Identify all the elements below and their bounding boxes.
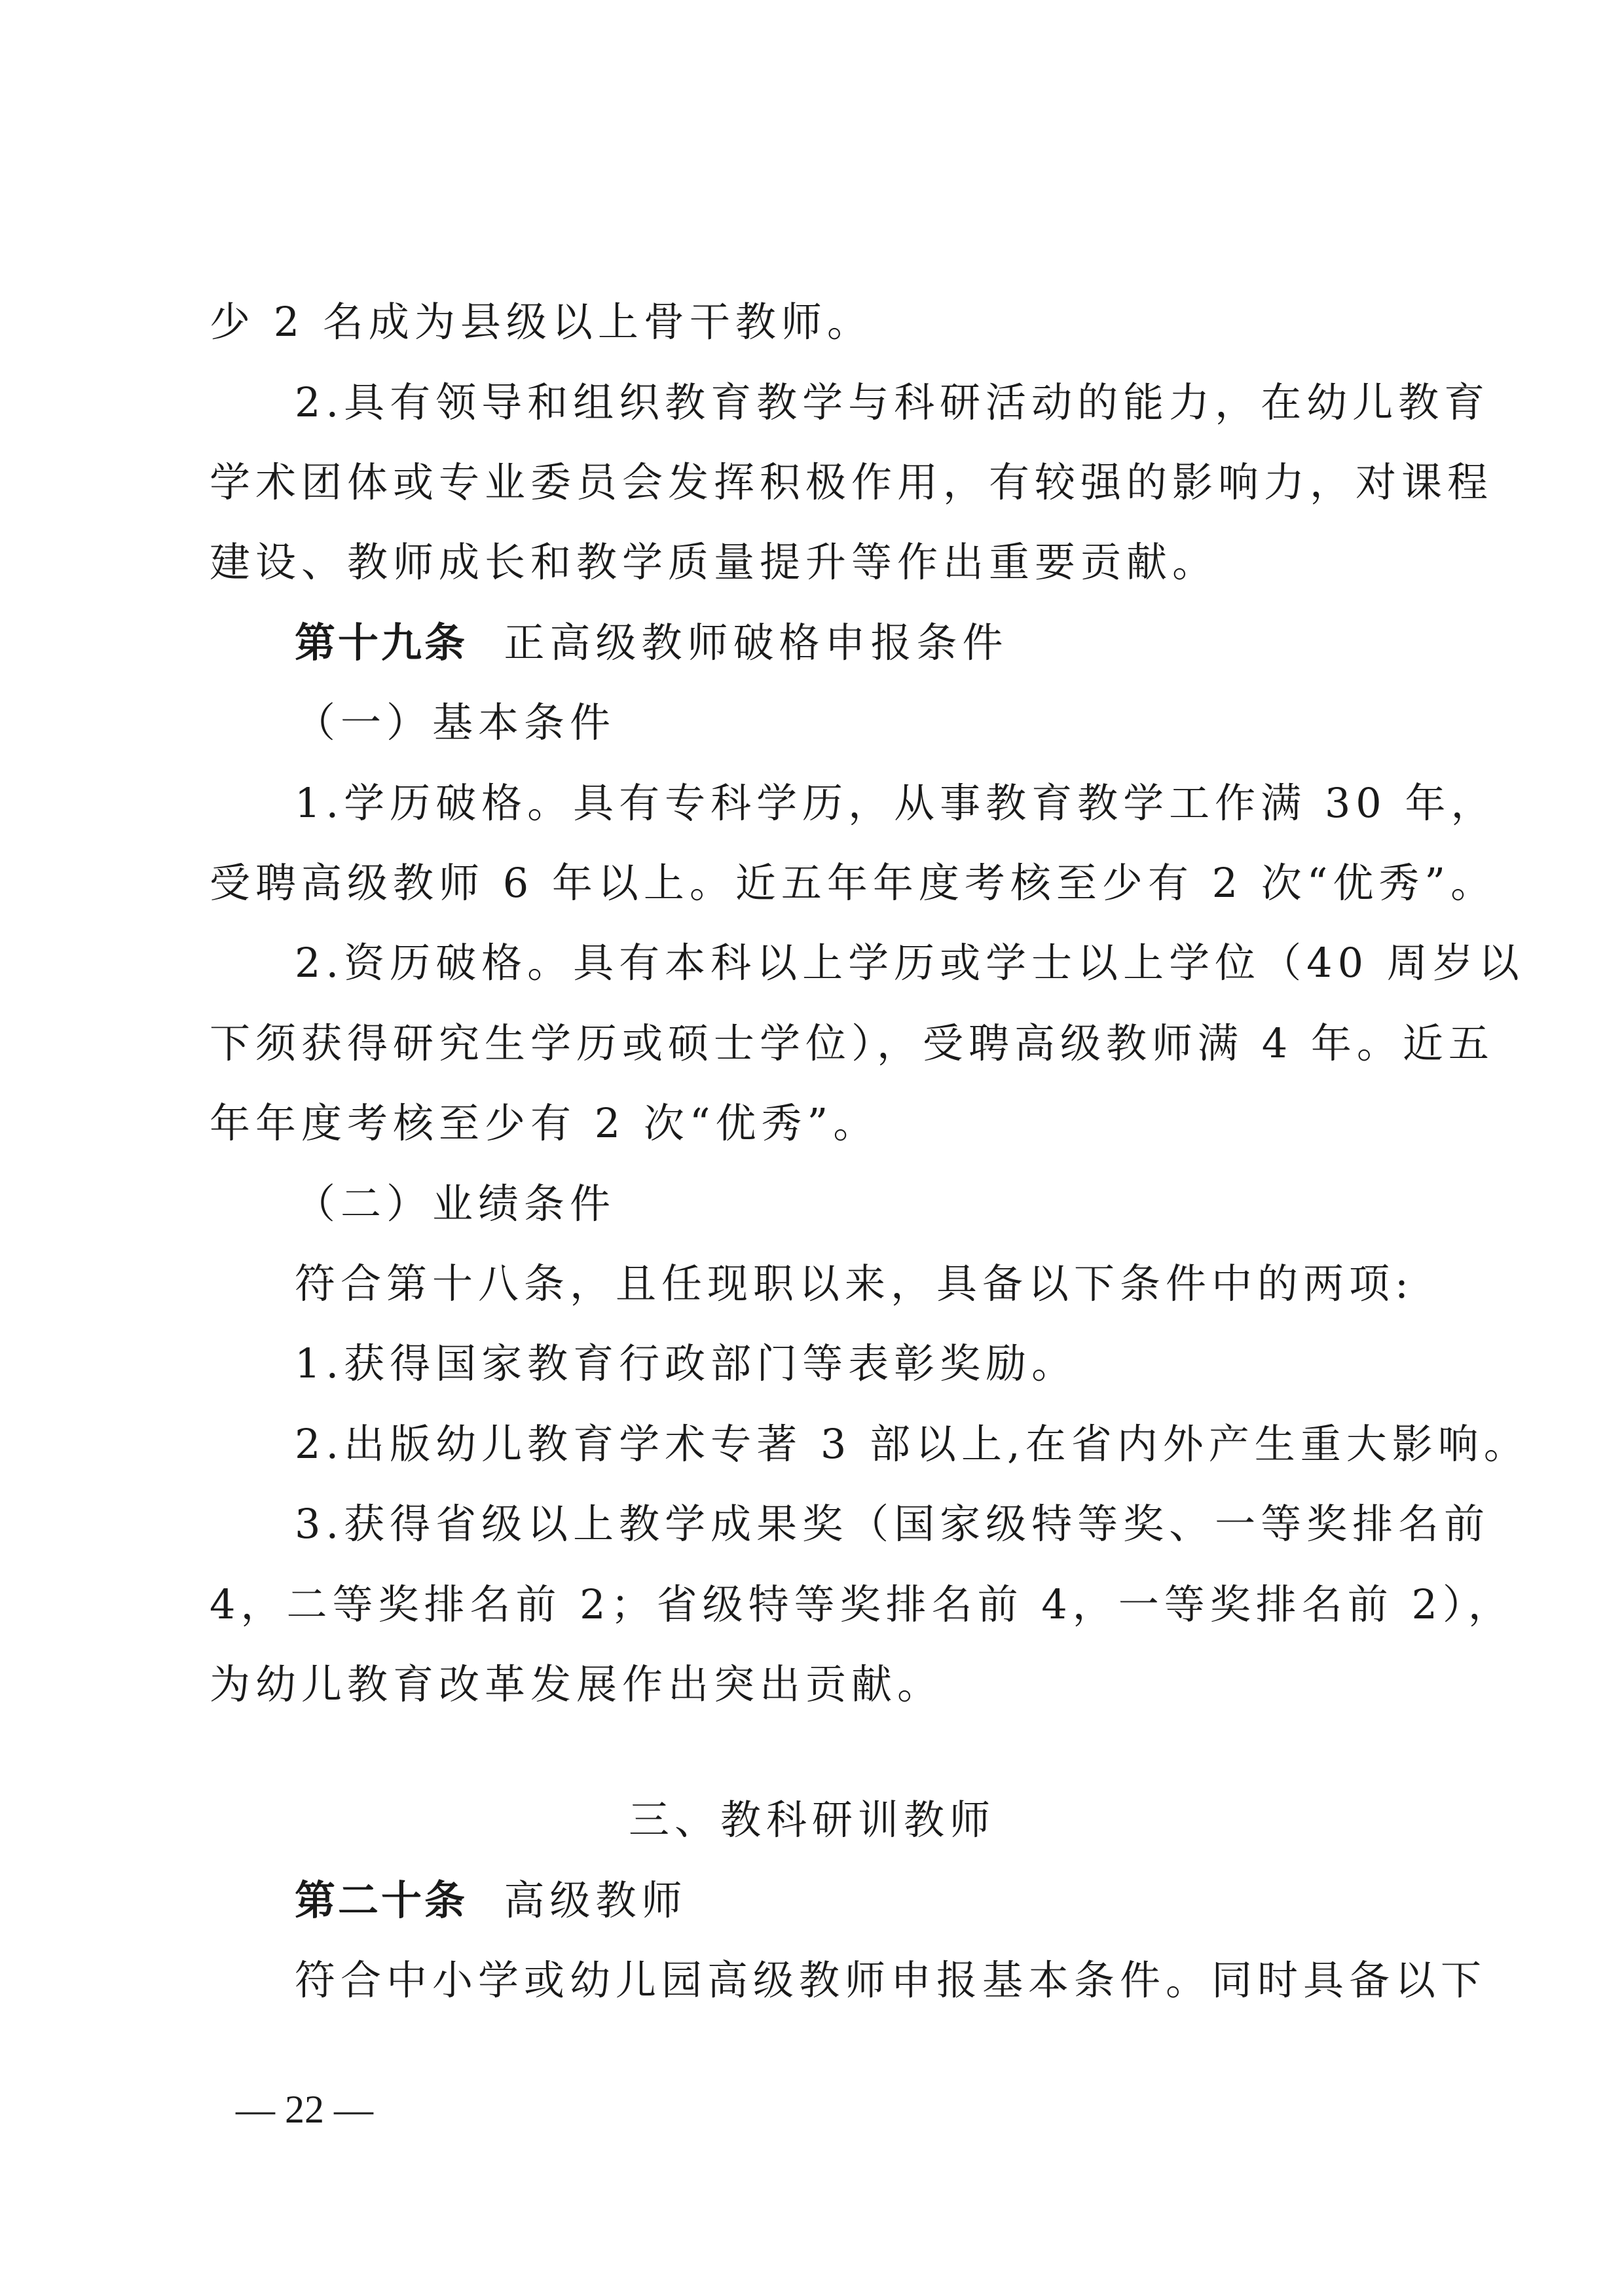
paragraph-line: 1.学历破格。具有专科学历，从事教育教学工作满 30 年， [295,779,1497,827]
paragraph-line: 学术团体或专业委员会发挥积极作用，有较强的影响力，对课程 [210,458,1494,506]
article-19-text: 正高级教师破格申报条件 [504,619,1008,666]
paragraph-line: 4，二等奖排名前 2；省级特等奖排名前 4，一等奖排名前 2）， [210,1580,1514,1628]
subsection-heading: （二）业绩条件 [295,1180,616,1228]
page-number: — 22 — [236,2088,373,2131]
article-19-title: 第十九条 [295,619,468,666]
article-20-title: 第二十条 [295,1876,468,1924]
paragraph-line: 受聘高级教师 6 年以上。近五年年度考核至少有 2 次“优秀”。 [210,859,1497,907]
paragraph-line: 下须获得研究生学历或硕士学位），受聘高级教师满 4 年。近五 [210,1019,1494,1067]
paragraph-line: 为幼儿教育改革发展作出突出贡献。 [210,1660,944,1708]
paragraph-line: 建设、教师成长和教学质量提升等作出重要贡献。 [210,538,1219,586]
article-19-heading [295,617,1008,669]
article-20-heading [295,1874,687,1927]
paragraph-line: 1.获得国家教育行政部门等表彰奖励。 [295,1339,1078,1387]
subsection-heading: （一）基本条件 [295,699,616,746]
article-20-text: 高级教师 [504,1876,688,1924]
paragraph-line: 少 2 名成为县级以上骨干教师。 [210,298,873,346]
paragraph-line: 2.出版幼儿教育学术专著 3 部以上,在省内外产生重大影响。 [295,1420,1530,1468]
paragraph-line: 3.获得省级以上教学成果奖（国家级特等奖、一等奖排名前 [295,1500,1490,1548]
paragraph-line: 2.资历破格。具有本科以上学历或学士以上学位（40 周岁以 [295,939,1524,987]
paragraph-line: 符合第十八条，且任现职以来，具备以下条件中的两项: [295,1260,1414,1307]
paragraph-line: 2.具有领导和组织教育教学与科研活动的能力，在幼儿教育 [295,378,1490,426]
section-heading: 三、教科研训教师 [628,1796,995,1844]
paragraph-line: 年年度考核至少有 2 次“优秀”。 [210,1099,879,1147]
paragraph-line: 符合中小学或幼儿园高级教师申报基本条件。同时具备以下 [295,1956,1487,2004]
